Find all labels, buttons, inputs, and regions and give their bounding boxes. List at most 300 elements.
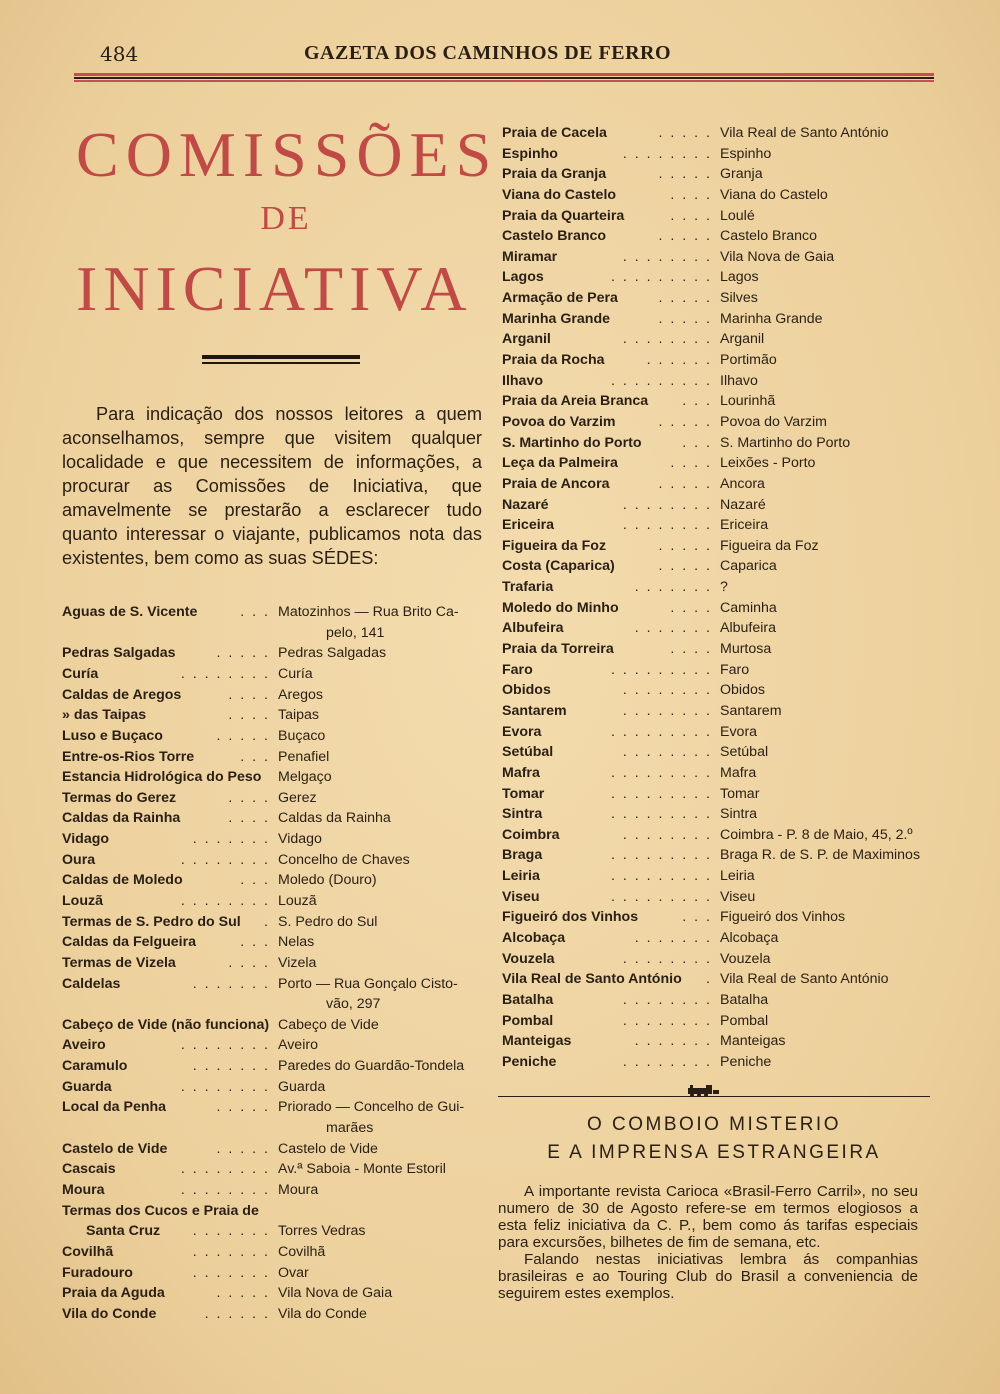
sede-name: Concelho de Chaves (278, 851, 410, 868)
sede-name: Coimbra - P. 8 de Maio, 45, 2.º (720, 826, 913, 843)
locality-name: Luso e Buçaco (62, 727, 163, 744)
sede-name: Murtosa (720, 641, 772, 658)
sede-name: Nelas (278, 934, 315, 951)
locality-name: Arganil (502, 331, 551, 348)
leader-dots: . . . (682, 393, 712, 410)
leader-dots: . . . . . . . . . (610, 785, 712, 802)
locality-name: Entre-os-Rios Torre (62, 748, 195, 765)
locality-name: Praia da Areia Branca (502, 393, 649, 410)
sede-name: Arganil (720, 331, 765, 348)
header-rule-red-lower (74, 80, 934, 82)
list-item (62, 1017, 487, 1038)
sede-name: Alcobaça (720, 929, 779, 946)
leader-dots: . . . . . . . . . (610, 269, 712, 286)
sede-name: Aveiro (278, 1037, 318, 1054)
locality-name: Braga (502, 847, 543, 864)
locality-name: Castelo de Vide (62, 1140, 168, 1157)
leader-dots: . . . . . . . . (180, 1037, 270, 1054)
sede-name: Lagos (720, 269, 759, 286)
list-item (502, 228, 932, 249)
list-item (502, 992, 932, 1013)
leader-dots: . . . . . . . . . (610, 372, 712, 389)
sede-name: Evora (720, 723, 758, 740)
list-item (502, 538, 932, 559)
leader-dots: . . . . . (658, 166, 712, 183)
sede-name: Braga R. de S. P. de Maximinos (720, 847, 921, 864)
locality-name: Curía (62, 665, 99, 682)
sede-continuation: pelo, 141 (326, 624, 385, 641)
sede-name: Gerez (278, 789, 317, 806)
list-item (502, 682, 932, 703)
list-item (502, 249, 932, 270)
sede-name: Vila Real de Santo António (720, 125, 889, 141)
sede-name: Caldas da Rainha (278, 810, 391, 827)
sede-name: Mafra (720, 764, 757, 781)
sede-name: Porto — Rua Gonçalo Cisto- (278, 975, 458, 992)
locality-name: Estancia Hidrológica do Peso (62, 769, 262, 786)
locality-name: Vila do Conde (62, 1305, 157, 1322)
locality-name: Trafaria (502, 579, 554, 596)
leader-dots: . . . . . . . . (622, 950, 712, 967)
leader-dots: . . . . . (658, 475, 712, 492)
locality-name: Figueira da Foz (502, 537, 607, 554)
sede-name: Vidago (278, 831, 322, 848)
leader-dots: . . . . (670, 641, 712, 658)
sede-name: Taipas (278, 707, 320, 724)
leader-dots: . . . . . . . (192, 1264, 270, 1281)
sede-name: Povoa do Varzim (720, 413, 827, 430)
leader-dots: . . . (240, 934, 270, 951)
list-item (502, 208, 932, 229)
sede-name: Vila Real de Santo António (720, 971, 889, 988)
sede-name: Av.ª Saboia - Monte Estoril (278, 1161, 446, 1178)
locality-name: Ilhavo (502, 372, 543, 389)
leader-dots: . . . . . . (204, 1305, 270, 1322)
article-title-line1: COMISSÕES (76, 119, 499, 190)
leader-dots: . . . . . (658, 310, 712, 327)
article-intro: Para indicação dos nossos leitores a quem aconselhamos, sempre que visitem qualquer localidade e que necessitem de informações, a procurar as Comissões de Iniciativa, que amavelmente se prestarão a esclarecer tudo quanto interessar o viajante, publicamos nota das existentes, bem como as suas SÉDES: (62, 404, 482, 568)
sede-name: Castelo Branco (720, 228, 817, 245)
locality-name: Termas de Vizela (62, 954, 176, 971)
list-item (502, 352, 932, 373)
list-item (62, 1058, 487, 1079)
sede-name: Nazaré (720, 496, 766, 513)
leader-dots: . . . . . . . . . (610, 764, 712, 781)
locality-name: Moledo do Minho (502, 599, 619, 616)
locality-name: Santarem (502, 702, 567, 719)
sede-name: Lourinhã (720, 393, 776, 410)
sede-name: Curía (278, 665, 313, 682)
sede-name: Vila Nova de Gaia (720, 248, 835, 265)
sede-name: Moledo (Douro) (278, 872, 377, 889)
list-item (502, 889, 932, 910)
locality-name: » das Taipas (62, 707, 147, 724)
locality-name: Aveiro (62, 1037, 106, 1054)
list-item (502, 909, 932, 930)
sede-continuation: vão, 297 (326, 996, 381, 1013)
sede-name: Viana do Castelo (720, 186, 828, 203)
list-item (62, 1265, 487, 1286)
locality-name: Povoa do Varzim (502, 413, 616, 430)
title-divider-thin (202, 362, 360, 364)
locality-name: Caramulo (62, 1058, 128, 1075)
publication-title: GAZETA DOS CAMINHOS DE FERRO (304, 42, 672, 64)
list-item (502, 662, 932, 683)
leader-dots: . . . . . . . (192, 1223, 270, 1240)
leader-dots: . . . . . . . . . (610, 723, 712, 740)
leader-dots: . . . . . . . . (622, 702, 712, 719)
locality-name: Guarda (62, 1078, 112, 1095)
list-item (502, 269, 932, 290)
list-item (502, 393, 932, 414)
list-item (502, 125, 932, 146)
sede-name: Ovar (278, 1264, 309, 1281)
list-item (62, 1244, 487, 1265)
list-item (502, 166, 932, 187)
locality-name: Louzã (62, 892, 103, 909)
leader-dots: . . . . (228, 707, 270, 724)
leader-dots: . (706, 971, 712, 988)
locality-name: Peniche (502, 1053, 557, 1070)
leader-dots: . . . . (670, 455, 712, 472)
locality-name: Marinha Grande (502, 310, 611, 327)
sede-name: Portimão (720, 352, 777, 369)
leader-dots: . . . (240, 872, 270, 889)
list-item (62, 934, 487, 955)
leader-dots: . . . . . . . (192, 1058, 270, 1075)
list-item (502, 600, 932, 621)
list-item (62, 728, 487, 749)
leader-dots: . . . . (228, 954, 270, 971)
sede-name: Cabeço de Vide (278, 1016, 379, 1033)
list-item (62, 1223, 487, 1244)
leader-dots: . . . . . . . (634, 579, 712, 596)
comboio-title-line2: E A IMPRENSA ESTRANGEIRA (547, 1142, 881, 1163)
list-item (502, 579, 932, 600)
list-item (502, 951, 932, 972)
leader-dots: . . . . . (216, 1099, 270, 1116)
sede-name: S. Pedro do Sul (278, 913, 378, 930)
sede-name: Melgaço (278, 769, 332, 786)
leader-dots: . . . . . (658, 413, 712, 430)
sede-name: Loulé (720, 207, 755, 224)
locality-name: Faro (502, 661, 533, 678)
leader-dots: . . . . . . . . (180, 1078, 270, 1095)
sede-name: Vouzela (720, 950, 771, 967)
list-item (502, 786, 932, 807)
sede-name: Peniche (720, 1053, 772, 1070)
list-item (502, 517, 932, 538)
locality-name: Espinho (502, 145, 558, 162)
locality-name: Vouzela (502, 950, 555, 967)
leader-dots: . (264, 913, 270, 930)
leader-dots: . . . . . . . . (622, 517, 712, 534)
sede-name: Matozinhos — Rua Brito Ca- (278, 604, 459, 620)
sede-name: Aregos (278, 686, 323, 703)
leader-dots: . . . . . (658, 558, 712, 575)
leader-dots: . . . . (670, 599, 712, 616)
list-item (62, 1161, 487, 1182)
list-item (502, 146, 932, 167)
locality-name: Leiria (502, 868, 540, 885)
list-item (62, 666, 487, 687)
list-item (62, 1141, 487, 1162)
sede-name: Faro (720, 661, 750, 678)
list-item (502, 703, 932, 724)
list-item (62, 1306, 487, 1327)
sede-name: Albufeira (720, 620, 776, 637)
title-divider (202, 355, 360, 359)
leader-dots: . . . . . (216, 727, 270, 744)
leader-dots: . . . (240, 604, 270, 620)
locality-name: Praia da Aguda (62, 1285, 165, 1302)
leader-dots: . . . . . . . . (622, 682, 712, 699)
leader-dots: . . . . . . . . (180, 665, 270, 682)
locality-name: Obidos (502, 682, 551, 699)
comboio-paragraph-2: Falando nestas iniciativas lembra ás companhias brasileiras e ao Touring Club do Brasil a conveniencia de seguirem estes exemplos. (498, 1251, 918, 1302)
sede-name: Viseu (720, 888, 756, 905)
locality-name: Furadouro (62, 1264, 133, 1281)
list-item (502, 311, 932, 332)
locality-name: Praia da Granja (502, 166, 607, 183)
list-item (502, 558, 932, 579)
header-rule-red (74, 73, 934, 76)
list-item (62, 1285, 487, 1306)
sede-name: Paredes do Guardão-Tondela (278, 1058, 465, 1075)
sede-name: Granja (720, 166, 763, 183)
list-item (502, 868, 932, 889)
list-item (62, 790, 487, 811)
commissions-list-right (502, 125, 932, 1074)
list-item (62, 914, 487, 935)
locality-name: Oura (62, 851, 96, 868)
leader-dots: . . . . . . . (192, 831, 270, 848)
leader-dots: . . . . (670, 186, 712, 203)
leader-dots: . . . . . . . . (622, 145, 712, 162)
leader-dots: . . . . (228, 686, 270, 703)
locality-name: Local da Penha (62, 1099, 167, 1116)
list-item (502, 971, 932, 992)
locality-name: Coimbra (502, 826, 560, 843)
locality-name: Lagos (502, 269, 544, 286)
sede-name: Ericeira (720, 517, 769, 534)
comboio-title-line1: O COMBOIO MISTERIO (586, 1114, 841, 1135)
leader-dots: . . . . . (658, 290, 712, 307)
locality-name: Caldas de Aregos (62, 686, 182, 703)
locality-name: Praia da Torreira (502, 641, 614, 658)
list-item (502, 187, 932, 208)
leader-dots: . . . . . (658, 537, 712, 554)
list-item (62, 1099, 487, 1140)
sede-name: Marinha Grande (720, 310, 823, 327)
locality-name: Praia de Cacela (502, 125, 607, 141)
locality-name: Cascais (62, 1161, 116, 1178)
leader-dots: . . . . . (216, 645, 270, 662)
leader-dots: . . . . . . . (192, 1243, 270, 1260)
locality-name: Caldas da Felgueira (62, 934, 197, 951)
sede-name: Leixões - Porto (720, 455, 816, 472)
comboio-paragraph-1: A importante revista Carioca «Brasil-Ferro Carril», no seu numero de 30 de Agosto refere-se em termos elogiosos a esta feliz iniciativa da C. P., bem como ás tarifas especiais para excursões, bilhetes de fim de semana, etc. (498, 1183, 918, 1251)
locality-name: Termas de S. Pedro do Sul (62, 913, 241, 930)
leader-dots: . . . . . . . . (180, 1181, 270, 1198)
list-item (62, 1079, 487, 1100)
sede-name: ? (720, 579, 728, 596)
sede-name: Pombal (720, 1012, 769, 1029)
sede-name: S. Martinho do Porto (720, 434, 851, 451)
sede-name: Ancora (720, 475, 765, 492)
commissions-list-left (62, 604, 487, 1326)
list-item (502, 435, 932, 456)
leader-dots: . . . . (228, 810, 270, 827)
locality-name: Santa Cruz (86, 1223, 161, 1240)
sede-name: Santarem (720, 702, 782, 719)
sede-name: Louzã (278, 892, 317, 909)
sede-name: Batalha (720, 991, 769, 1008)
list-item (502, 497, 932, 518)
locality-name: Figueiró dos Vinhos (502, 909, 639, 926)
leader-dots: . . . (240, 748, 270, 765)
leader-dots: . . . . . . . (634, 929, 712, 946)
sede-name: Vizela (278, 954, 317, 971)
locality-name: Praia de Ancora (502, 475, 610, 492)
leader-dots: . . . . . . . . (622, 248, 712, 265)
leader-dots: . . . . . . . . . (610, 847, 712, 864)
locality-name: Moura (62, 1181, 105, 1198)
list-item (502, 373, 932, 394)
sede-name: Ilhavo (720, 372, 758, 389)
sede-name: Vila do Conde (278, 1305, 367, 1322)
leader-dots: . . . . . . . . (622, 826, 712, 843)
list-item (62, 645, 487, 666)
sede-name: Buçaco (278, 727, 326, 744)
locality-name: Leça da Palmeira (502, 455, 618, 472)
leader-dots: . . . . . . . . (622, 331, 712, 348)
list-item (62, 810, 487, 831)
leader-dots: . . . . . . . . (180, 892, 270, 909)
sede-name: Espinho (720, 145, 772, 162)
locality-name: Nazaré (502, 496, 549, 513)
list-item (502, 641, 932, 662)
article-title-line2: DE (260, 200, 312, 237)
sede-name: Caminha (720, 599, 777, 616)
list-item (502, 290, 932, 311)
leader-dots: . . . . . . . . (622, 1053, 712, 1070)
locality-name: Evora (502, 723, 542, 740)
locality-name: Miramar (502, 248, 558, 265)
sede-name: Penafiel (278, 748, 330, 765)
list-item (62, 687, 487, 708)
locality-name: Cabeço de Vide (não funciona) (62, 1016, 270, 1033)
sede-name: Figueira da Foz (720, 537, 819, 554)
locality-name: Batalha (502, 991, 554, 1008)
list-item (502, 806, 932, 827)
sede-name: Moura (278, 1181, 319, 1198)
locality-name: Mafra (502, 764, 540, 781)
locality-name: Caldas da Rainha (62, 810, 181, 827)
leader-dots: . . . . (228, 789, 270, 806)
leader-dots: . . . (682, 434, 712, 451)
sede-name: Leiria (720, 868, 755, 885)
list-item (502, 744, 932, 765)
list-item (502, 724, 932, 745)
locality-name: Viseu (502, 888, 540, 905)
list-item (502, 765, 932, 786)
locality-name: Setúbal (502, 744, 554, 761)
sede-name: Guarda (278, 1078, 326, 1095)
sede-name: Silves (720, 290, 758, 307)
sede-name: Obidos (720, 682, 765, 699)
leader-dots: . . . . . . . (192, 975, 270, 992)
locality-name: Termas do Gerez (62, 789, 177, 806)
leader-dots: . . . (682, 909, 712, 926)
list-item (62, 1037, 487, 1058)
list-item (502, 476, 932, 497)
locality-name: Castelo Branco (502, 228, 607, 245)
leader-dots: . . . . . . . . . (610, 661, 712, 678)
list-item (502, 455, 932, 476)
leader-dots: . . . . . . . . (622, 1012, 712, 1029)
list-item (62, 955, 487, 976)
leader-dots: . . . . . (216, 1285, 270, 1302)
sede-name: Setúbal (720, 744, 769, 761)
locality-name: Pedras Salgadas (62, 645, 176, 662)
list-item (502, 620, 932, 641)
list-item (62, 707, 487, 728)
header-rule-black (74, 77, 934, 79)
locality-name: Termas dos Cucos e Praia de (62, 1202, 259, 1219)
leader-dots: . . . . (670, 207, 712, 224)
list-item (62, 1203, 487, 1224)
locality-name: Albufeira (502, 620, 564, 637)
locality-name: Tomar (502, 785, 545, 802)
list-item (62, 749, 487, 770)
page-header (74, 38, 934, 78)
leader-dots: . . . . . . (646, 352, 712, 369)
list-item (502, 414, 932, 435)
locality-name: Manteigas (502, 1033, 572, 1050)
sede-name: Pedras Salgadas (278, 645, 387, 662)
leader-dots: . . . . . . . . (180, 1161, 270, 1178)
list-item (62, 769, 487, 790)
locality-name: Sintra (502, 806, 543, 823)
leader-dots: . . . . . . . . (180, 851, 270, 868)
list-item (62, 604, 487, 645)
list-item (62, 872, 487, 893)
locality-name: Pombal (502, 1012, 554, 1029)
sede-name: Tomar (720, 785, 760, 802)
sede-name: Manteigas (720, 1033, 786, 1050)
locality-name: Praia da Quarteira (502, 207, 625, 224)
list-item (502, 847, 932, 868)
leader-dots: . . . . . . . . . (610, 888, 712, 905)
locality-name: Costa (Caparica) (502, 558, 615, 575)
sede-name: Sintra (720, 806, 758, 823)
comboio-body (498, 1183, 918, 1302)
sede-name: Priorado — Concelho de Gui- (278, 1099, 465, 1116)
sede-name: Caparica (720, 558, 777, 575)
leader-dots: . . . . . . . . (622, 991, 712, 1008)
leader-dots: . . . . . . . . (622, 496, 712, 513)
train-icon (686, 1084, 720, 1098)
list-item (502, 1013, 932, 1034)
locality-name: Armação de Pera (502, 290, 618, 307)
leader-dots: . . . . . . . (634, 620, 712, 637)
sede-name: Torres Vedras (278, 1223, 366, 1240)
list-item (502, 930, 932, 951)
list-item (62, 852, 487, 873)
locality-name: Praia da Rocha (502, 352, 605, 369)
leader-dots: . . . . . (658, 125, 712, 141)
